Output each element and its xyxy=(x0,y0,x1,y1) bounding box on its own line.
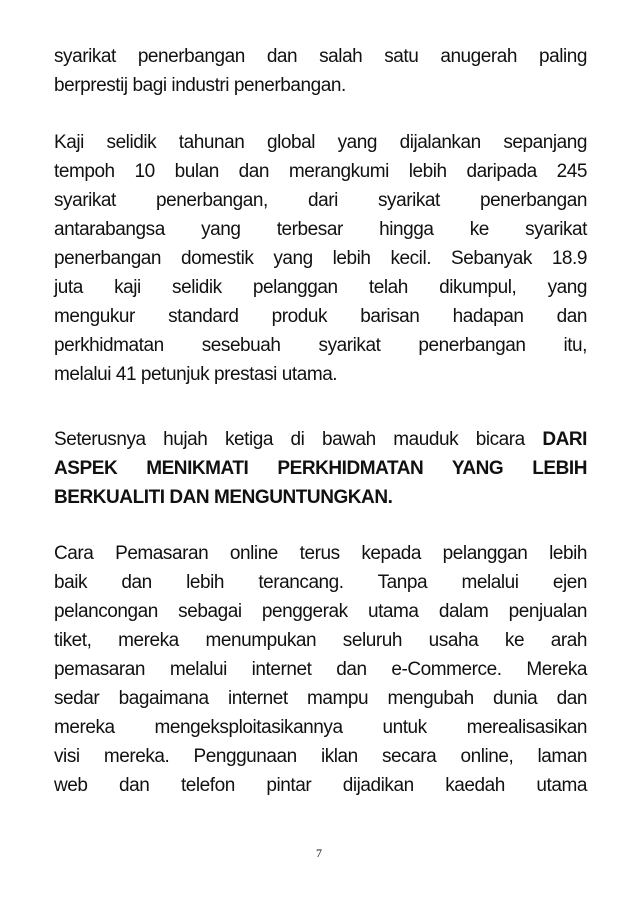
text-line: web dan telefon pintar dijadikan kaedah utama xyxy=(54,775,587,796)
text-line: Kaji selidik tahunan global yang dijalankan sepanjang xyxy=(54,132,587,153)
text-line: syarikat penerbangan, dari syarikat penerbangan xyxy=(54,190,587,211)
paragraph-survey xyxy=(54,128,587,389)
argument-heading-bold: ASPEK MENIKMATI PERKHIDMATAN YANG LEBIH xyxy=(54,458,587,479)
text-line: melalui 41 petunjuk prestasi utama. xyxy=(54,364,338,385)
argument-heading-bold: BERKUALITI DAN MENGUNTUNGKAN. xyxy=(54,487,393,508)
text-line: pelancongan sebagai penggerak utama dalam penjualan xyxy=(54,601,587,622)
text-line: Cara Pemasaran online terus kepada pelanggan lebih xyxy=(54,543,587,564)
text-line: sedar bagaimana internet mampu mengubah dunia dan xyxy=(54,688,587,709)
paragraph-third-argument xyxy=(54,425,587,512)
text-line: pemasaran melalui internet dan e-Commerce. Mereka xyxy=(54,659,587,680)
text-line: syarikat penerbangan dan salah satu anugerah paling xyxy=(54,46,587,67)
text-line: berprestij bagi industri penerbangan. xyxy=(54,75,346,96)
text-line: perkhidmatan sesebuah syarikat penerbangan itu, xyxy=(54,335,587,356)
text-line xyxy=(54,425,587,454)
text-line: mereka mengeksploitasikannya untuk merealisasikan xyxy=(54,717,587,738)
text-line: juta kaji selidik pelanggan telah dikumpul, yang xyxy=(54,277,587,298)
text-line: tempoh 10 bulan dan merangkumi lebih daripada 245 xyxy=(54,161,587,182)
argument-intro-text: Seterusnya hujah ketiga di bawah mauduk bicara xyxy=(54,429,543,450)
text-line: visi mereka. Penggunaan iklan secara online, laman xyxy=(54,746,587,767)
paragraph-online-marketing xyxy=(54,539,587,800)
text-line: penerbangan domestik yang lebih kecil. Sebanyak 18.9 xyxy=(54,248,587,269)
text-line: antarabangsa yang terbesar hingga ke syarikat xyxy=(54,219,587,240)
paragraph-continuation xyxy=(54,42,587,100)
text-line: mengukur standard produk barisan hadapan dan xyxy=(54,306,587,327)
text-line: baik dan lebih terancang. Tanpa melalui ejen xyxy=(54,572,587,593)
text-line: tiket, mereka menumpukan seluruh usaha ke arah xyxy=(54,630,587,651)
argument-heading-bold: DARI xyxy=(542,429,587,450)
page-number: 7 xyxy=(316,846,322,860)
